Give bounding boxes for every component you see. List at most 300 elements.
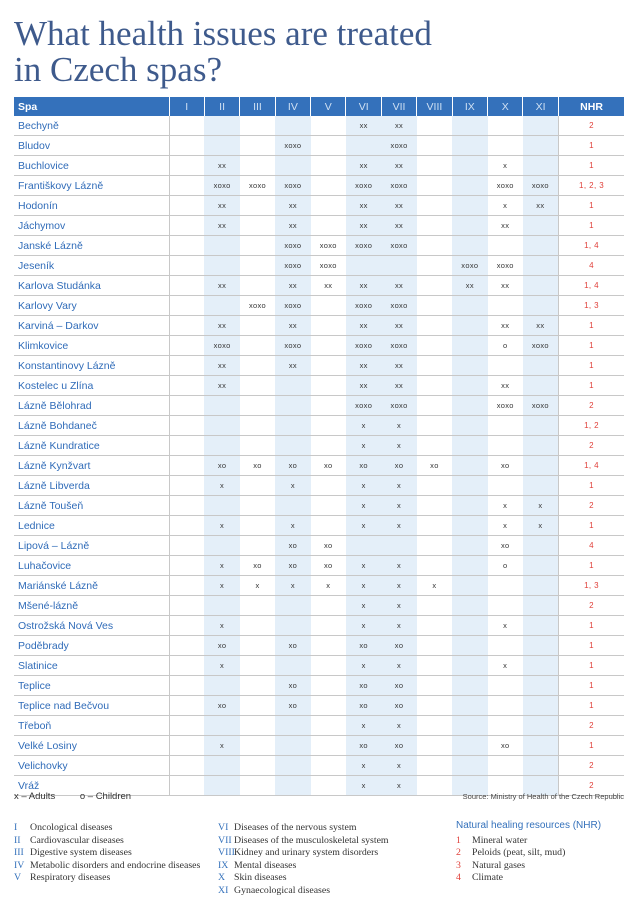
spa-table — [14, 97, 624, 796]
treatment-cell: x — [346, 576, 381, 596]
treatment-cell — [204, 396, 239, 416]
treatment-cell — [523, 236, 558, 256]
treatment-cell: x — [381, 756, 416, 776]
treatment-cell — [169, 296, 204, 316]
treatment-cell — [311, 436, 346, 456]
disease-legend-item — [14, 872, 214, 885]
treatment-cell — [488, 236, 523, 256]
nhr-cell: 1 — [558, 676, 624, 696]
spa-name: Kostelec u Zlína — [14, 376, 169, 396]
treatment-cell — [417, 176, 452, 196]
treatment-cell: xx — [523, 196, 558, 216]
treatment-cell — [311, 616, 346, 636]
treatment-cell — [523, 736, 558, 756]
treatment-cell — [488, 576, 523, 596]
treatment-cell — [169, 636, 204, 656]
treatment-cell: xoxo — [204, 336, 239, 356]
treatment-cell: xx — [523, 316, 558, 336]
disease-legend-item-number: VII — [218, 834, 232, 846]
treatment-cell: xo — [204, 636, 239, 656]
treatment-cell: xoxo — [523, 396, 558, 416]
treatment-cell: xoxo — [346, 236, 381, 256]
header-iv: IV — [275, 97, 310, 116]
treatment-cell: x — [381, 596, 416, 616]
header-viii: VIII — [417, 97, 452, 116]
treatment-cell — [346, 136, 381, 156]
treatment-cell: xx — [204, 196, 239, 216]
treatment-cell — [488, 756, 523, 776]
treatment-cell: x — [346, 496, 381, 516]
treatment-cell — [523, 436, 558, 456]
title-line-1: What health issues are treated — [14, 14, 432, 53]
nhr-legend-item — [456, 847, 601, 860]
treatment-cell — [311, 776, 346, 796]
treatment-cell — [417, 436, 452, 456]
table-row — [14, 756, 624, 776]
nhr-cell: 1 — [558, 556, 624, 576]
nhr-cell: 1 — [558, 336, 624, 356]
header-ii: II — [204, 97, 239, 116]
table-row — [14, 436, 624, 456]
disease-legend-item — [14, 822, 214, 835]
spa-name: Janské Lázně — [14, 236, 169, 256]
treatment-cell — [275, 116, 310, 136]
nhr-legend-item — [456, 872, 601, 885]
table-row — [14, 236, 624, 256]
treatment-cell: x — [346, 556, 381, 576]
disease-legend-item-number: III — [14, 847, 24, 858]
treatment-cell: xo — [275, 456, 310, 476]
nhr-legend-item-text: Climate — [472, 872, 504, 883]
spa-name: Lipová – Lázně — [14, 536, 169, 556]
symbol-legend — [14, 791, 153, 802]
table-row — [14, 316, 624, 336]
disease-legend-item-number: V — [14, 872, 22, 883]
treatment-cell: xo — [311, 556, 346, 576]
spa-name: Lázně Libverda — [14, 476, 169, 496]
treatment-cell — [240, 776, 275, 796]
spa-name: Lednice — [14, 516, 169, 536]
treatment-cell — [169, 456, 204, 476]
treatment-cell — [169, 536, 204, 556]
table-row — [14, 196, 624, 216]
nhr-cell: 2 — [558, 496, 624, 516]
treatment-cell — [169, 416, 204, 436]
treatment-cell — [417, 496, 452, 516]
treatment-cell — [275, 656, 310, 676]
table-row — [14, 396, 624, 416]
treatment-cell — [240, 236, 275, 256]
treatment-cell: xo — [381, 736, 416, 756]
treatment-cell — [311, 596, 346, 616]
disease-legend-item-text: Cardiovascular diseases — [30, 834, 124, 846]
treatment-cell — [523, 296, 558, 316]
treatment-cell: xx — [381, 216, 416, 236]
treatment-cell: xx — [346, 356, 381, 376]
treatment-cell — [417, 156, 452, 176]
treatment-cell: o — [488, 336, 523, 356]
treatment-cell — [488, 296, 523, 316]
treatment-cell — [275, 756, 310, 776]
treatment-cell — [452, 156, 487, 176]
treatment-cell — [240, 756, 275, 776]
treatment-cell — [452, 416, 487, 436]
treatment-cell — [204, 116, 239, 136]
treatment-cell — [311, 376, 346, 396]
treatment-cell — [169, 156, 204, 176]
treatment-cell: xx — [381, 196, 416, 216]
treatment-cell — [169, 716, 204, 736]
header-spa: Spa — [14, 97, 169, 116]
treatment-cell — [417, 336, 452, 356]
treatment-cell — [417, 236, 452, 256]
treatment-cell — [204, 776, 239, 796]
treatment-cell — [311, 196, 346, 216]
disease-legend-item-number: IV — [14, 859, 25, 871]
treatment-cell — [311, 416, 346, 436]
treatment-cell: xo — [240, 556, 275, 576]
treatment-cell — [240, 716, 275, 736]
treatment-cell — [488, 636, 523, 656]
treatment-cell — [523, 256, 558, 276]
treatment-cell: x — [381, 656, 416, 676]
treatment-cell: xoxo — [346, 176, 381, 196]
treatment-cell — [452, 676, 487, 696]
treatment-cell: x — [381, 556, 416, 576]
treatment-cell — [452, 496, 487, 516]
spa-name: Jeseník — [14, 256, 169, 276]
spa-name: Františkovy Lázně — [14, 176, 169, 196]
treatment-cell: xoxo — [381, 296, 416, 316]
treatment-cell — [417, 136, 452, 156]
treatment-cell — [240, 496, 275, 516]
treatment-cell: xoxo — [381, 236, 416, 256]
spa-name: Lázně Kynžvart — [14, 456, 169, 476]
disease-legend-item-text: Gynaecological diseases — [234, 884, 331, 896]
nhr-cell: 1, 3 — [558, 576, 624, 596]
table-row — [14, 276, 624, 296]
table-row — [14, 136, 624, 156]
header-i: I — [169, 97, 204, 116]
nhr-cell: 1 — [558, 216, 624, 236]
treatment-cell: x — [381, 576, 416, 596]
treatment-cell — [311, 716, 346, 736]
table-row — [14, 476, 624, 496]
table-row — [14, 736, 624, 756]
nhr-cell: 2 — [558, 436, 624, 456]
treatment-cell — [417, 596, 452, 616]
nhr-cell: 1, 4 — [558, 236, 624, 256]
treatment-cell: x — [488, 516, 523, 536]
nhr-legend-item-text: Natural gases — [472, 859, 526, 871]
treatment-cell — [417, 396, 452, 416]
treatment-cell: xx — [204, 356, 239, 376]
treatment-cell — [311, 396, 346, 416]
treatment-cell: x — [488, 196, 523, 216]
treatment-cell: xoxo — [346, 296, 381, 316]
treatment-cell — [311, 696, 346, 716]
treatment-cell: xoxo — [275, 136, 310, 156]
treatment-cell — [488, 416, 523, 436]
treatment-cell — [311, 676, 346, 696]
spa-name: Bludov — [14, 136, 169, 156]
spa-name: Třeboň — [14, 716, 169, 736]
treatment-cell — [452, 296, 487, 316]
disease-legend-item — [218, 822, 450, 835]
treatment-cell — [381, 536, 416, 556]
treatment-cell — [452, 616, 487, 636]
table-row — [14, 256, 624, 276]
treatment-cell — [169, 696, 204, 716]
treatment-cell: xoxo — [381, 336, 416, 356]
treatment-cell — [169, 496, 204, 516]
title-line-2: in Czech spas? — [14, 50, 222, 89]
treatment-cell — [204, 596, 239, 616]
treatment-cell: x — [204, 736, 239, 756]
spa-name: Poděbrady — [14, 636, 169, 656]
treatment-cell — [169, 596, 204, 616]
spa-name: Mšené-lázně — [14, 596, 169, 616]
table-row — [14, 536, 624, 556]
disease-legend-item — [14, 860, 214, 873]
nhr-cell: 1 — [558, 156, 624, 176]
treatment-cell — [417, 636, 452, 656]
treatment-cell: xx — [204, 276, 239, 296]
treatment-cell — [275, 496, 310, 516]
treatment-cell: xo — [381, 696, 416, 716]
treatment-cell — [311, 296, 346, 316]
treatment-cell — [523, 156, 558, 176]
treatment-cell: xo — [381, 456, 416, 476]
spa-name: Lázně Kundratice — [14, 436, 169, 456]
treatment-cell: xoxo — [488, 176, 523, 196]
nhr-cell: 1, 4 — [558, 456, 624, 476]
treatment-cell — [311, 756, 346, 776]
treatment-cell — [523, 716, 558, 736]
spa-name: Hodonín — [14, 196, 169, 216]
treatment-cell: xx — [346, 116, 381, 136]
header-ix: IX — [452, 97, 487, 116]
treatment-cell — [452, 456, 487, 476]
treatment-cell — [204, 136, 239, 156]
treatment-cell: xx — [488, 276, 523, 296]
treatment-cell — [523, 416, 558, 436]
treatment-cell: x — [523, 516, 558, 536]
table-row — [14, 616, 624, 636]
treatment-cell: x — [346, 656, 381, 676]
treatment-cell: xoxo — [523, 176, 558, 196]
treatment-cell — [452, 656, 487, 676]
table-row — [14, 456, 624, 476]
treatment-cell — [346, 536, 381, 556]
treatment-cell: x — [381, 616, 416, 636]
treatment-cell — [488, 136, 523, 156]
spa-name: Teplice — [14, 676, 169, 696]
treatment-cell — [417, 656, 452, 676]
treatment-cell — [169, 476, 204, 496]
treatment-cell — [417, 756, 452, 776]
disease-legend-item-text: Mental diseases — [234, 859, 297, 871]
treatment-cell — [240, 156, 275, 176]
nhr-legend — [456, 820, 601, 885]
treatment-cell — [240, 616, 275, 636]
treatment-cell — [311, 736, 346, 756]
treatment-cell: xx — [488, 216, 523, 236]
nhr-cell: 1 — [558, 196, 624, 216]
table-row — [14, 656, 624, 676]
treatment-cell: x — [488, 496, 523, 516]
treatment-cell — [311, 216, 346, 236]
disease-legend-item — [218, 835, 450, 848]
treatment-cell: xo — [275, 536, 310, 556]
nhr-cell: 4 — [558, 536, 624, 556]
treatment-cell: xo — [204, 456, 239, 476]
nhr-cell: 2 — [558, 716, 624, 736]
treatment-cell: xoxo — [311, 256, 346, 276]
nhr-cell: 1, 4 — [558, 276, 624, 296]
treatment-cell — [452, 636, 487, 656]
treatment-cell: xx — [275, 276, 310, 296]
treatment-cell — [452, 556, 487, 576]
treatment-cell — [169, 336, 204, 356]
table-row — [14, 596, 624, 616]
disease-legend-item-number: XI — [218, 884, 229, 896]
treatment-cell: x — [381, 496, 416, 516]
table-row — [14, 376, 624, 396]
treatment-cell: xo — [346, 636, 381, 656]
treatment-cell — [417, 376, 452, 396]
treatment-cell — [417, 516, 452, 536]
nhr-cell: 1, 3 — [558, 296, 624, 316]
treatment-cell: xoxo — [204, 176, 239, 196]
treatment-cell: x — [204, 476, 239, 496]
treatment-cell — [488, 696, 523, 716]
treatment-cell: xoxo — [346, 396, 381, 416]
treatment-cell — [452, 376, 487, 396]
table-row — [14, 416, 624, 436]
treatment-cell — [488, 356, 523, 376]
page-title — [14, 16, 624, 88]
treatment-cell: xoxo — [311, 236, 346, 256]
treatment-cell: xoxo — [275, 296, 310, 316]
treatment-cell — [311, 636, 346, 656]
table-row — [14, 696, 624, 716]
treatment-cell: xo — [346, 696, 381, 716]
treatment-cell — [523, 756, 558, 776]
nhr-cell: 2 — [558, 396, 624, 416]
nhr-cell: 2 — [558, 756, 624, 776]
spa-name: Buchlovice — [14, 156, 169, 176]
disease-legend-item-text: Respiratory diseases — [30, 872, 111, 883]
treatment-cell: xx — [346, 276, 381, 296]
treatment-cell — [488, 476, 523, 496]
treatment-cell: xo — [311, 536, 346, 556]
disease-legend-item-text: Oncological diseases — [30, 822, 113, 833]
treatment-cell: xo — [311, 456, 346, 476]
treatment-cell — [452, 196, 487, 216]
treatment-cell — [452, 736, 487, 756]
disease-legend-item-number: IX — [218, 859, 229, 871]
treatment-cell: x — [204, 556, 239, 576]
treatment-cell — [204, 296, 239, 316]
treatment-cell — [523, 676, 558, 696]
treatment-cell — [169, 356, 204, 376]
treatment-cell: x — [204, 516, 239, 536]
nhr-cell: 2 — [558, 776, 624, 796]
treatment-cell — [204, 716, 239, 736]
treatment-cell — [452, 516, 487, 536]
treatment-cell — [417, 696, 452, 716]
disease-legend-item-number: II — [14, 834, 21, 846]
disease-legend-item — [218, 885, 450, 898]
table-row — [14, 336, 624, 356]
treatment-cell — [452, 336, 487, 356]
treatment-cell: x — [240, 576, 275, 596]
treatment-cell — [417, 296, 452, 316]
nhr-cell: 1 — [558, 316, 624, 336]
treatment-cell — [169, 396, 204, 416]
treatment-cell — [275, 156, 310, 176]
treatment-cell — [169, 676, 204, 696]
header-xi: XI — [523, 97, 558, 116]
header-v: V — [311, 97, 346, 116]
treatment-cell — [275, 436, 310, 456]
treatment-cell: xo — [346, 736, 381, 756]
treatment-cell: xo — [488, 456, 523, 476]
treatment-cell — [169, 556, 204, 576]
treatment-cell — [381, 256, 416, 276]
treatment-cell — [452, 316, 487, 336]
treatment-cell: xo — [381, 636, 416, 656]
treatment-cell — [240, 476, 275, 496]
treatment-cell — [275, 596, 310, 616]
treatment-cell — [452, 576, 487, 596]
treatment-cell — [523, 596, 558, 616]
treatment-cell — [204, 436, 239, 456]
treatment-cell: xx — [488, 376, 523, 396]
treatment-cell — [275, 396, 310, 416]
treatment-cell — [240, 356, 275, 376]
treatment-cell: x — [381, 516, 416, 536]
treatment-cell: xoxo — [240, 296, 275, 316]
treatment-cell: x — [346, 476, 381, 496]
treatment-cell: xoxo — [275, 236, 310, 256]
spa-name: Karlova Studánka — [14, 276, 169, 296]
treatment-cell — [523, 216, 558, 236]
spa-name: Klimkovice — [14, 336, 169, 356]
treatment-cell — [417, 316, 452, 336]
treatment-cell: xx — [346, 156, 381, 176]
nhr-legend-title: Natural healing resources (NHR) — [456, 820, 602, 831]
treatment-cell — [169, 236, 204, 256]
treatment-cell: xx — [381, 156, 416, 176]
treatment-cell: x — [311, 576, 346, 596]
treatment-cell: xx — [275, 356, 310, 376]
treatment-cell: xoxo — [275, 256, 310, 276]
treatment-cell — [523, 456, 558, 476]
treatment-cell — [311, 476, 346, 496]
treatment-cell — [452, 136, 487, 156]
nhr-cell: 1 — [558, 736, 624, 756]
treatment-cell — [417, 676, 452, 696]
treatment-cell — [452, 476, 487, 496]
treatment-cell: x — [346, 776, 381, 796]
treatment-cell: o — [488, 556, 523, 576]
treatment-cell: x — [488, 156, 523, 176]
treatment-cell — [204, 536, 239, 556]
spa-name: Velké Losiny — [14, 736, 169, 756]
treatment-cell: x — [346, 436, 381, 456]
